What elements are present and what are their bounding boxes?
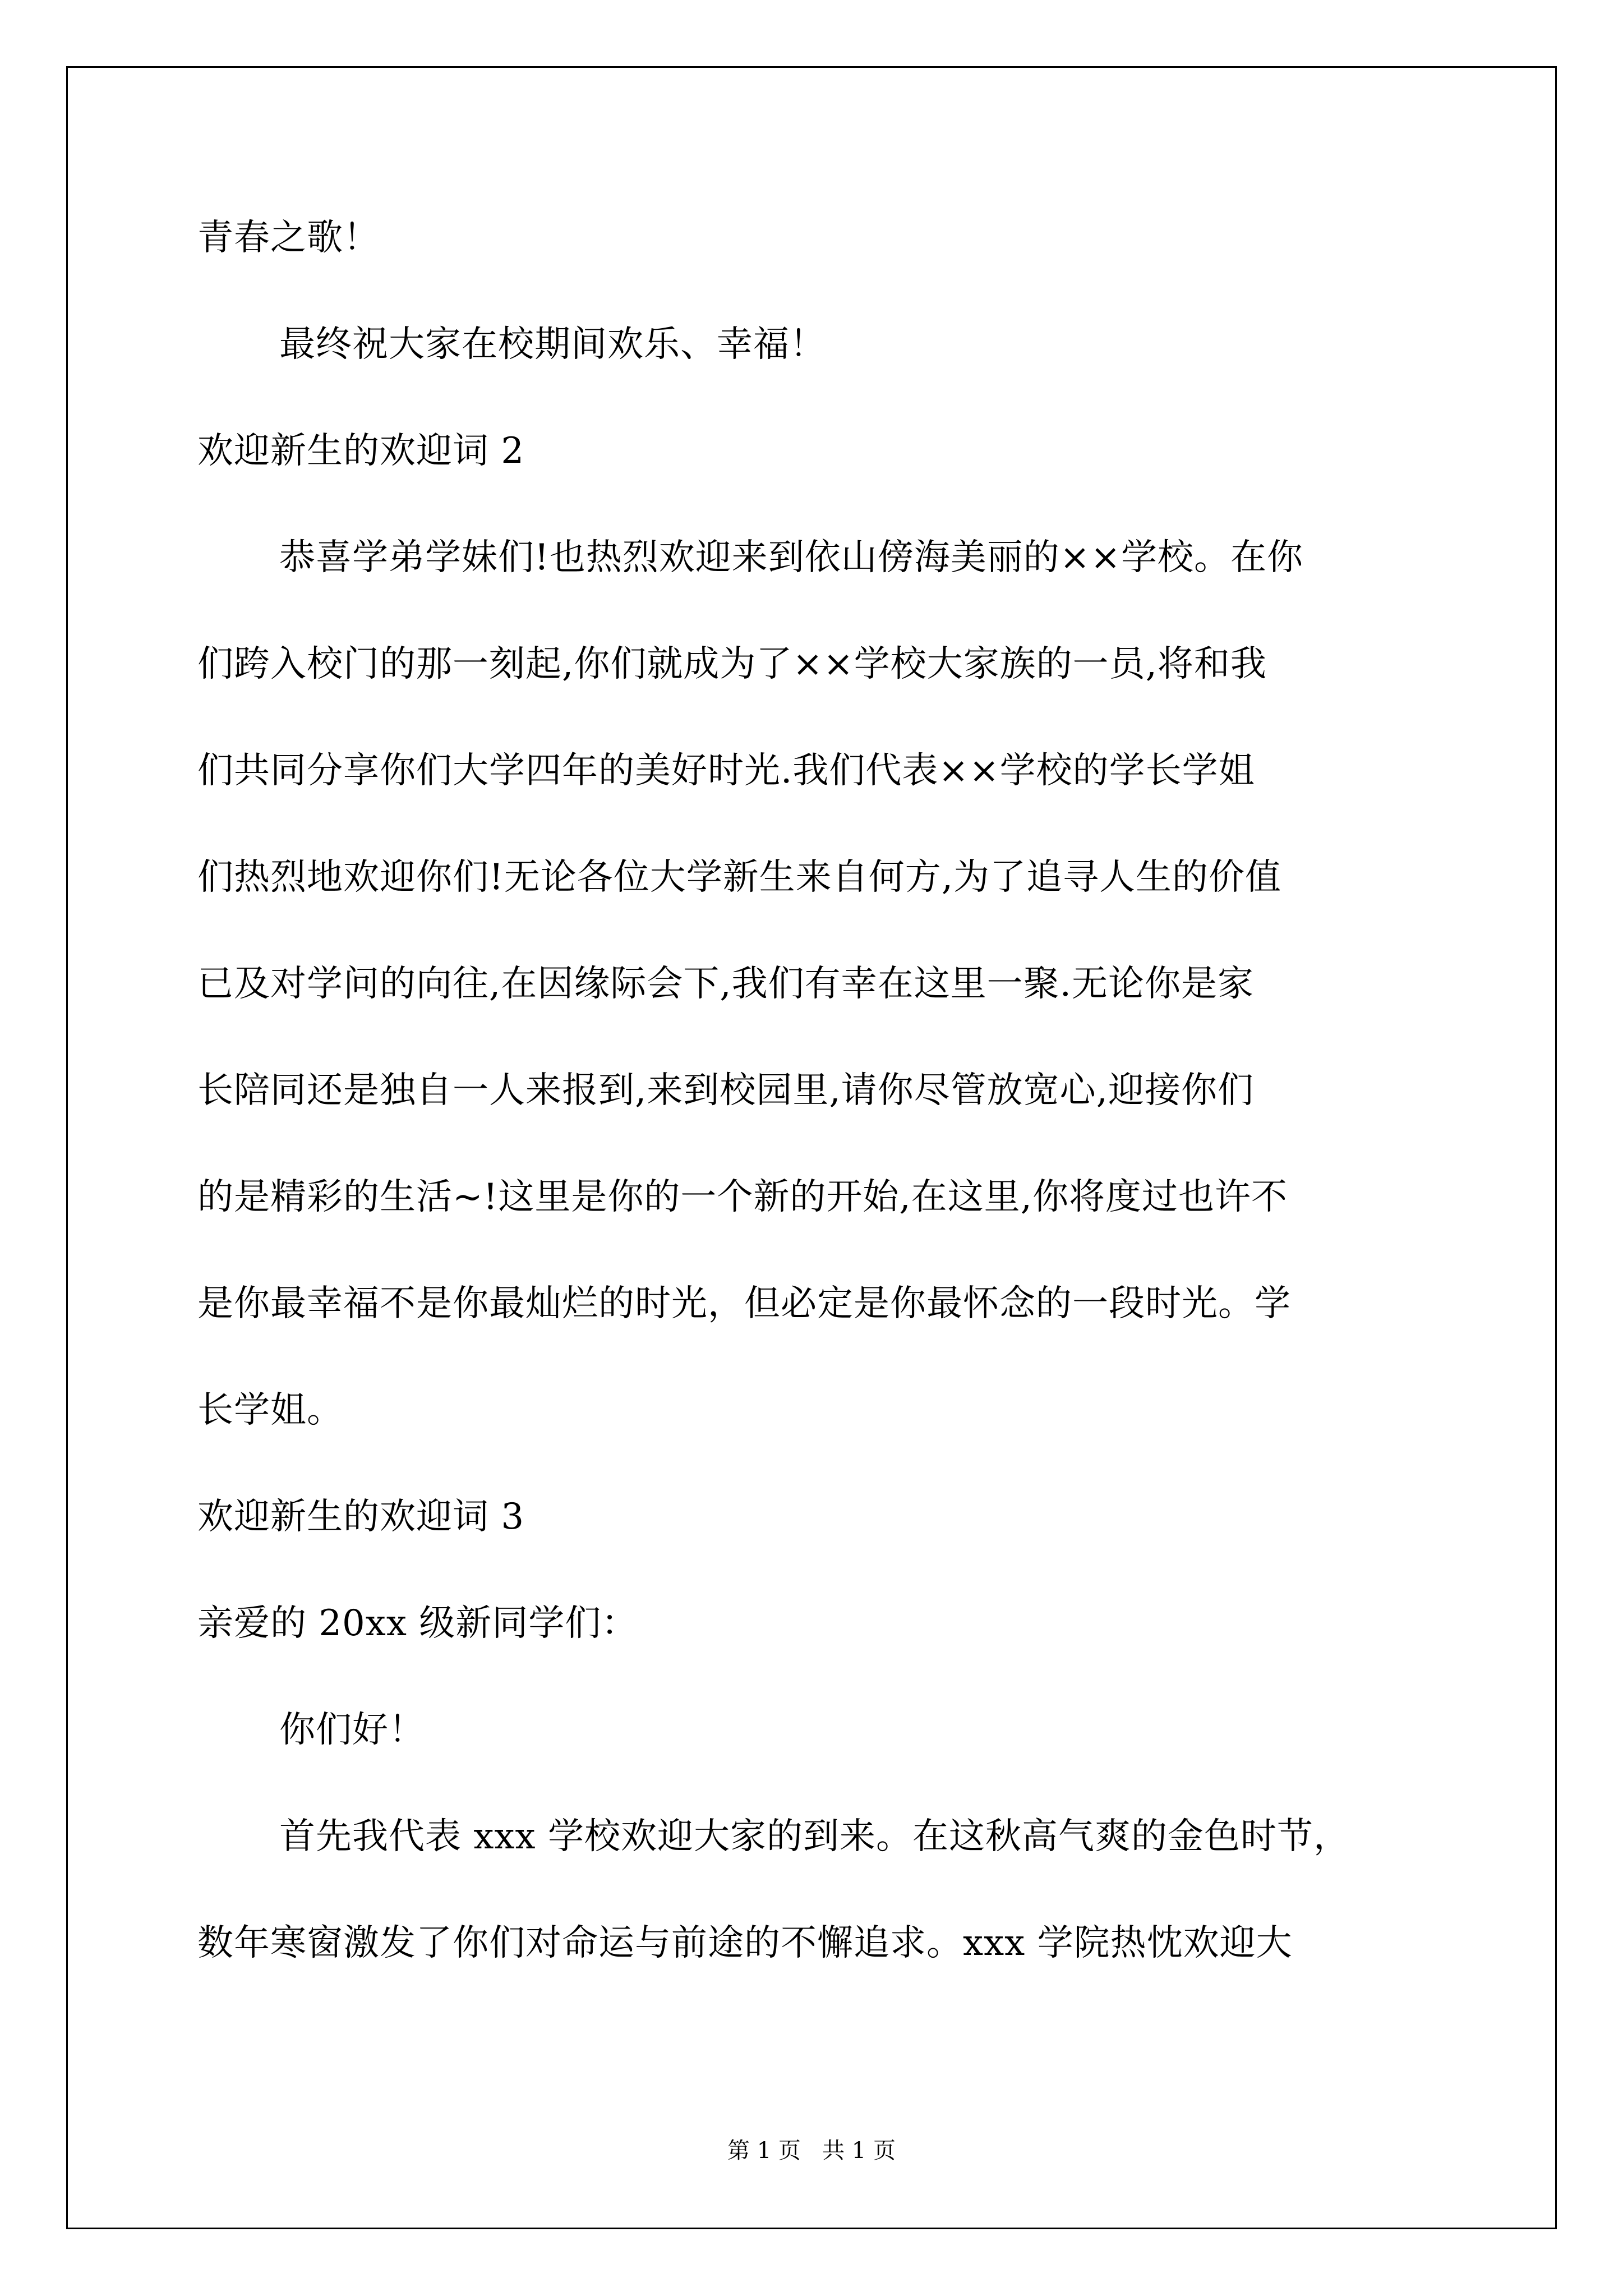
section-heading: 欢迎新生的欢迎词 3 [197,1496,525,1538]
text-line: 长学姐。 [197,1389,343,1431]
text-line: 首先我代表 xxx 学校欢迎大家的到来。在这秋高气爽的金色时节， [279,1816,1350,1857]
section-heading: 欢迎新生的欢迎词 2 [197,430,525,472]
text-line: 们跨入校门的那一刻起,你们就成为了××学校大家族的一员,将和我 [197,643,1267,685]
greeting: 你们好！ [279,1709,425,1751]
text-line: 们热烈地欢迎你们!无论各位大学新生来自何方,为了追寻人生的价值 [197,857,1282,898]
text-line: 恭喜学弟学妹们!也热烈欢迎来到依山傍海美丽的××学校。在你 [279,537,1303,578]
text-line: 最终祝大家在校期间欢乐、幸福！ [279,324,826,365]
text-line: 数年寒窗激发了你们对命运与前途的不懈追求。xxx 学院热忱欢迎大 [197,1922,1293,1964]
text-line: 是你最幸福不是你最灿烂的时光，但必定是你最怀念的一段时光。学 [197,1283,1291,1324]
text-line: 们共同分享你们大学四年的美好时光.我们代表××学校的学长学姐 [197,750,1255,792]
text-line: 的是精彩的生活~!这里是你的一个新的开始,在这里,你将度过也许不 [197,1176,1288,1218]
page-footer: 第 1 页 共 1 页 [727,2138,896,2164]
document-body [197,217,1431,2032]
text-line: 长陪同还是独自一人来报到,来到校园里,请你尽管放宽心,迎接你们 [197,1070,1255,1111]
salutation: 亲爱的 20xx 级新同学们： [197,1603,638,1644]
text-line: 青春之歌！ [197,217,380,259]
text-line: 已及对学问的向往,在因缘际会下,我们有幸在这里一聚.无论你是家 [197,963,1255,1005]
